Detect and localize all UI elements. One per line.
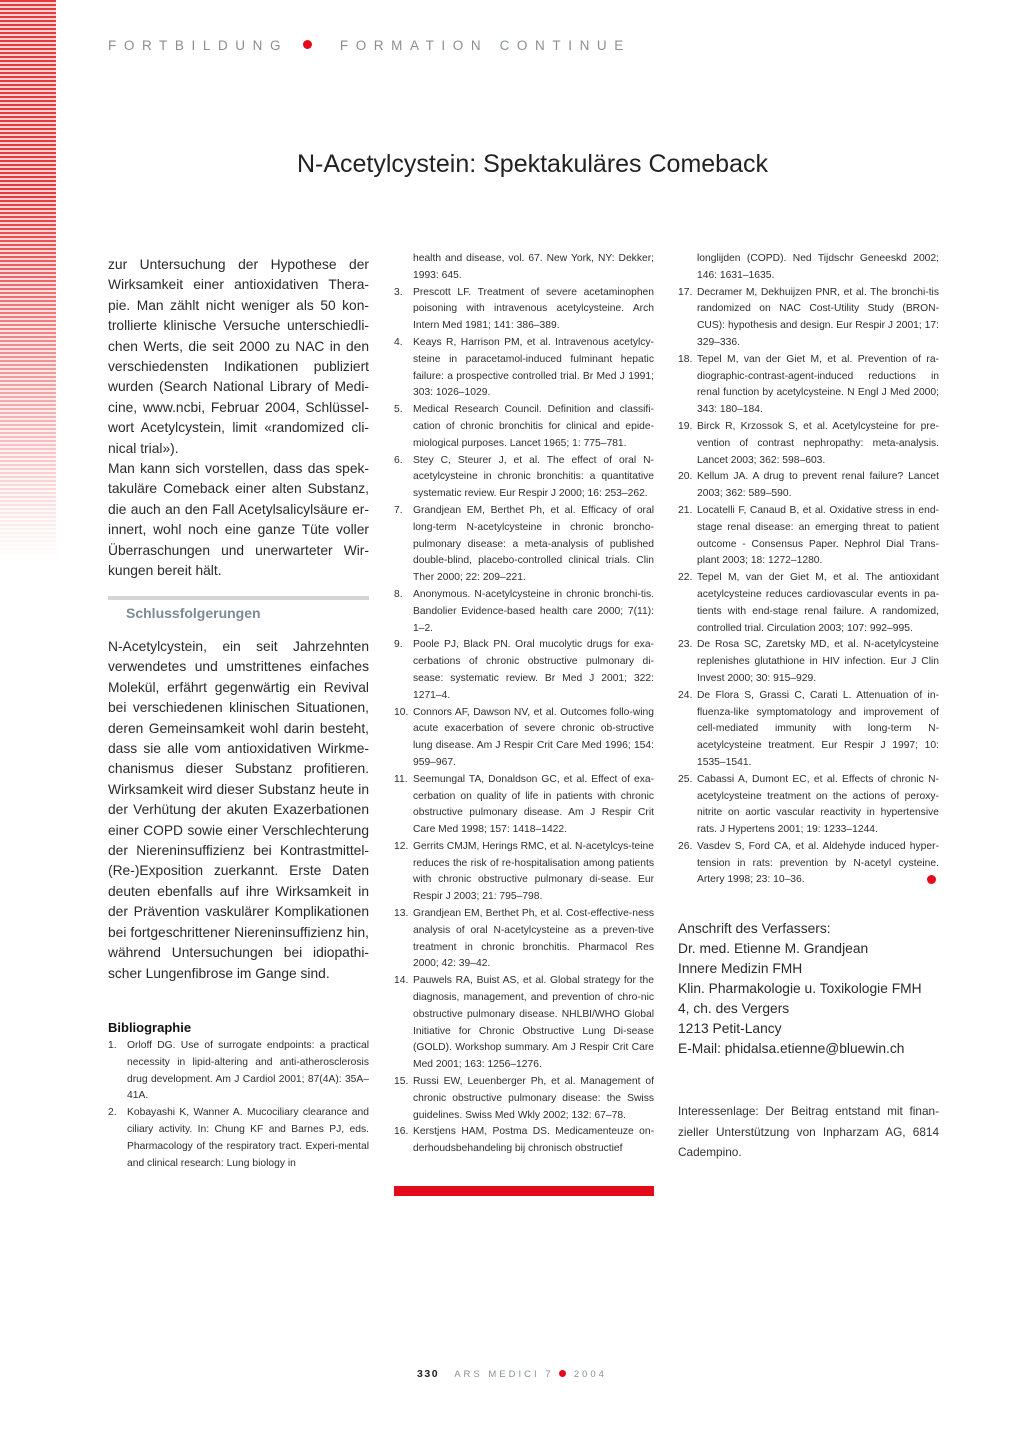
reference-text: Birck R, Krzossok S, et al. Acetylcysteine for pre-vention of contrast nephropathy: meta-analysis. Lancet 2003; 362: 598–603. xyxy=(697,420,939,466)
reference-text: Seemungal TA, Donaldson GC, et al. Effect of exa-cerbation on quality of life in patients with chronic obstructive pulmonary disease. Am J Respir Crit Care Med 1998; 157: 1418–1422. xyxy=(413,773,654,836)
reference-text: Kellum JA. A drug to prevent renal failure? Lancet 2003; 362: 589–590. xyxy=(697,471,939,500)
reference-item xyxy=(394,251,654,285)
reference-number: 8. xyxy=(394,588,403,600)
reference-number: 7. xyxy=(394,504,403,516)
header-left: FORTBILDUNG xyxy=(108,38,289,53)
body-column xyxy=(108,255,369,582)
reference-item xyxy=(678,688,939,772)
reference-item xyxy=(394,503,654,587)
section-heading: Schlussfolgerungen xyxy=(126,605,261,621)
reference-number: 5. xyxy=(394,404,403,416)
decorative-stripe xyxy=(0,0,56,560)
reference-number: 23. xyxy=(678,639,693,651)
reference-item xyxy=(394,906,654,973)
reference-text: De Rosa SC, Zaretsky MD, et al. N-acetylcysteine replenishes glutathione in HIV infection. Eur J Clin Invest 2000; 30: 915–929. xyxy=(697,639,939,684)
reference-text: Keays R, Harrison PM, et al. Intravenous acetylcy-steine in paracetamol-induced fulminant hepatic failure: a prospective controlled trial. Br Med J 1991; 303: 1026–1029. xyxy=(413,336,654,399)
reference-item xyxy=(678,285,939,352)
reference-text: Cabassi A, Dumont EC, et al. Effects of chronic N-acetylcysteine treatment on the actions of peroxy-nitrite on aortic vascular reactivity in hypertensive rats. J Hypertens 2001; 19: 1233–1244. xyxy=(697,773,939,836)
reference-item xyxy=(394,1124,654,1158)
address-line: Klin. Pharmakologie u. Toxikologie FMH xyxy=(678,981,922,996)
reference-item xyxy=(394,335,654,402)
reference-item xyxy=(394,839,654,906)
address-line: 1213 Petit-Lancy xyxy=(678,1021,782,1036)
author-address xyxy=(678,919,958,1059)
reference-number: 3. xyxy=(394,286,403,298)
reference-number: 22. xyxy=(678,572,693,584)
conclusion-column xyxy=(108,637,369,984)
footer-dot-icon xyxy=(559,1370,566,1377)
reference-number: 9. xyxy=(394,639,403,651)
reference-list-col-a xyxy=(108,1038,369,1172)
body-paragraph-2: Man kann sich vorstellen, dass das spek-takuläre Comeback einer alten Substanz, die auch an den Fall Acetylsalicylsäure er-innert, wohl noch eine ganze Tüte voller Überraschungen und unerwarteter Wir-kungen bereit hält. xyxy=(108,461,369,579)
reference-item xyxy=(678,503,939,570)
reference-item xyxy=(394,973,654,1074)
reference-item xyxy=(678,570,939,637)
reference-number: 2. xyxy=(108,1107,117,1119)
reference-item xyxy=(678,469,939,503)
address-line: 4, ch. des Vergers xyxy=(678,1001,790,1016)
reference-text: Poole PJ, Black PN. Oral mucolytic drugs for exa-cerbations of chronic obstructive pulmonary di-sease: systematic review. Br Med J 2001; 322: 1271–4. xyxy=(413,639,654,701)
section-rule xyxy=(108,596,369,600)
reference-item xyxy=(108,1038,369,1105)
reference-text: longlijden (COPD). Ned Tijdschr Geneeskd 2002; 146: 1631–1635. xyxy=(697,253,939,281)
end-mark-icon xyxy=(927,875,936,884)
reference-text: Vasdev S, Ford CA, et al. Aldehyde induced hyper-tension in rats: prevention by N-acetyl cysteine. Artery 1998; 23: 10–36. xyxy=(697,840,939,886)
reference-item xyxy=(394,637,654,704)
reference-text: Kobayashi K, Wanner A. Mucociliary clearance and ciliary activity. In: Chung KF and Barnes PJ, eds. Pharmacology of the respiratory tract. Experi-mental and clinical research: Lung biology in xyxy=(127,1107,369,1169)
reference-text: Prescott LF. Treatment of severe acetaminophen poisoning with intravenous acetylcysteine. Arch Intern Med 1981; 141: 386–389. xyxy=(413,286,654,332)
reference-text: Orloff DG. Use of surrogate endpoints: a practical necessity in lipid-altering and anti-atherosclerosis drug development. Am J Cardiol 2001; 87(4A): 35A–41A. xyxy=(127,1040,369,1102)
reference-text: Decramer M, Dekhuijzen PNR, et al. The bronchi-tis randomized on NAC Cost-Utility Study (BRON-CUS): hypothesis and design. Eur Respir J 2001; 17: 329–336. xyxy=(697,286,939,348)
reference-number: 11. xyxy=(394,773,408,785)
reference-item xyxy=(678,772,939,839)
body-paragraph-1: zur Untersuchung der Hypothese der Wirksamkeit einer antioxidativen Thera-pie. Man zählt nicht weniger als 50 kon-trollierte klinische Versuche unterschiedli-chen Werts, die seit 2000 zu NAC in den verschiedensten Indikationen publiziert wurden (Search National Library of Medi-cine, www.ncbi, Februar 2004, Schlüssel-wort Acetylcystein, limit «randomized cli-nical trial»). xyxy=(108,257,369,456)
header-right: FORMATION CONTINUE xyxy=(339,38,631,53)
reference-text: Medical Research Council. Definition and classifi-cation of chronic bronchitis for clinical and epide-miological purposes. Lancet 1965; 1: 775–781. xyxy=(413,404,654,449)
reference-item xyxy=(678,352,939,419)
reference-text: Grandjean EM, Berthet Ph, et al. Efficacy of oral long-term N-acetylcysteine in chronic broncho-pulmonary disease: a meta-analysis of published double-blind, placebo-controlled clinical trials. Clin Ther 2000; 22: 209–221. xyxy=(413,504,654,584)
reference-item xyxy=(394,772,654,839)
reference-number: 10. xyxy=(394,706,409,718)
journal-year: 2004 xyxy=(573,1369,607,1380)
reference-number: 14. xyxy=(394,975,409,987)
reference-number: 25. xyxy=(678,773,693,785)
reference-item xyxy=(678,419,939,469)
reference-list-col-c xyxy=(678,251,939,889)
reference-number: 18. xyxy=(678,353,693,365)
reference-item xyxy=(394,402,654,452)
page-title: N-Acetylcystein: Spektakuläres Comeback xyxy=(296,150,768,178)
reference-item xyxy=(678,839,939,889)
reference-number: 16. xyxy=(394,1126,409,1138)
reference-text: Stey C, Steurer J, et al. The effect of oral N-acetylcysteine in chronic bronchitis: a quantitative systematic review. Eur Respir J 2000; 16: 253–262. xyxy=(413,454,654,500)
reference-text: health and disease, vol. 67. New York, NY: Dekker; 1993: 645. xyxy=(413,253,654,281)
page-footer xyxy=(0,1368,1024,1380)
reference-text: Connors AF, Dawson NV, et al. Outcomes follo-wing acute exacerbation of severe chronic ob-structive lung disease. Am J Respir Crit Care Med 1996; 154: 959–967. xyxy=(413,706,654,768)
reference-item xyxy=(394,453,654,503)
bibliography-heading: Bibliographie xyxy=(108,1020,192,1035)
reference-number: 4. xyxy=(394,336,403,348)
reference-number: 24. xyxy=(678,689,693,701)
reference-text: Anonymous. N-acetylcysteine in chronic bronchi-tis. Bandolier Evidence-based health care 2000; 7(11): 1–2. xyxy=(413,588,654,634)
reference-item xyxy=(678,637,939,687)
red-divider-bar xyxy=(394,1186,654,1196)
body-paragraph-3: N-Acetylcystein, ein seit Jahrzehnten verwendetes und umstrittenes einfaches Molekül, erfährt gegenwärtig ein Revival bei verschiedenen klinischen Situationen, deren Gemeinsamkeit wohl darin besteht, dass sie alle vom antioxidativen Wirkme-chanismus dieser Substanz profitieren. Wirksamkeit wird dieser Substanz heute in der Verhütung der akuten Exazerbationen einer COPD sowie einer Verschlechterung der Niereninsuffizienz bei Kontrastmittel-(Re-)Exposition zuerkannt. Erste Daten deuten ebenfalls auf ihre Wirksamkeit in der Prävention vaskulärer Komplikationen bei fortgeschrittener Niereninsuffizienz hin, während Untersuchungen bei idiopathi-scher Lungenfibrose im Gange sind. xyxy=(108,639,369,981)
reference-text: Tepel M, van der Giet M, et al. The antioxidant acetylcysteine reduces cardiovascular events in pa-tients with end-stage renal failure. A randomized, controlled trial. Circulation 2003; 107: 992–995. xyxy=(697,572,939,634)
address-line: Dr. med. Etienne M. Grandjean xyxy=(678,941,869,956)
reference-number: 13. xyxy=(394,908,409,920)
section-header xyxy=(108,38,631,53)
reference-item xyxy=(394,705,654,772)
reference-item xyxy=(394,1074,654,1124)
reference-number: 15. xyxy=(394,1076,409,1088)
reference-number: 6. xyxy=(394,454,403,466)
reference-number: 26. xyxy=(678,840,693,852)
address-line: Innere Medizin FMH xyxy=(678,961,803,976)
address-line: Anschrift des Verfassers: xyxy=(678,921,831,936)
reference-item xyxy=(394,587,654,637)
reference-number: 21. xyxy=(678,504,693,516)
reference-number: 19. xyxy=(678,420,693,432)
reference-text: Grandjean EM, Berthet Ph, et al. Cost-effective-ness analysis of oral N-acetylcysteine as a preven-tive treatment in chronic bronchitis. Pharmacol Res 2000; 42: 39–42. xyxy=(413,908,654,970)
reference-item xyxy=(394,285,654,335)
reference-number: 12. xyxy=(394,840,409,852)
page-number: 330 xyxy=(417,1368,440,1380)
reference-item xyxy=(678,251,939,285)
reference-text: Tepel M, van der Giet M, et al. Prevention of ra-diographic-contrast-agent-induced reductions in renal function by acetylcysteine. N Engl J Med 2000; 343: 180–184. xyxy=(697,353,939,416)
reference-text: De Flora S, Grassi C, Carati L. Attenuation of in-fluenza-like symptomatology and improvement of cell-mediated immunity with long-term N-acetylcysteine treatment. Eur Respir J 1997; 10: 1535–1541. xyxy=(697,689,939,768)
reference-number: 20. xyxy=(678,471,693,483)
reference-text: Russi EW, Leuenberger Ph, et al. Management of chronic obstructive pulmonary disease: the Swiss guidelines. Swiss Med Wkly 2002; 132: 67–78. xyxy=(413,1076,654,1121)
reference-list-col-b xyxy=(394,251,654,1158)
reference-number: 1. xyxy=(108,1040,117,1051)
reference-number: 17. xyxy=(678,286,693,298)
journal-name: ARS MEDICI 7 xyxy=(454,1369,554,1380)
reference-text: Locatelli F, Canaud B, et al. Oxidative stress in end-stage renal disease: an emerging threat to patient outcome - Consensus Paper. Nephrol Dial Trans-plant 2003; 18: 1272–1280. xyxy=(697,504,939,567)
reference-text: Pauwels RA, Buist AS, et al. Global strategy for the diagnosis, management, and prevention of chro-nic obstructive pulmonary disease. NHLBI/WHO Global Initiative for Chronic Obstructive Lung Di-sease (GOLD). Workshop summary. Am J Respir Crit Care Med 2001; 163: 1256–1276. xyxy=(413,975,654,1071)
reference-text: Gerrits CMJM, Herings RMC, et al. N-acetylcys-teine reduces the risk of re-hospitalisation among patients with chronic obstructive pulmonary di-sease. Eur Respir J 2003; 21: 795–798. xyxy=(413,840,654,903)
address-email: E-Mail: phidalsa.etienne@bluewin.ch xyxy=(678,1041,905,1056)
header-dot-icon xyxy=(303,40,312,49)
interest-statement: Interessenlage: Der Beitrag entstand mit finan-zieller Unterstützung von Inpharzam AG, 6814 Cadempino. xyxy=(678,1104,939,1159)
reference-text: Kerstjens HAM, Postma DS. Medicamenteuze on-derhoudsbehandeling bij chronisch obstructief xyxy=(413,1126,654,1155)
reference-item xyxy=(108,1105,369,1172)
